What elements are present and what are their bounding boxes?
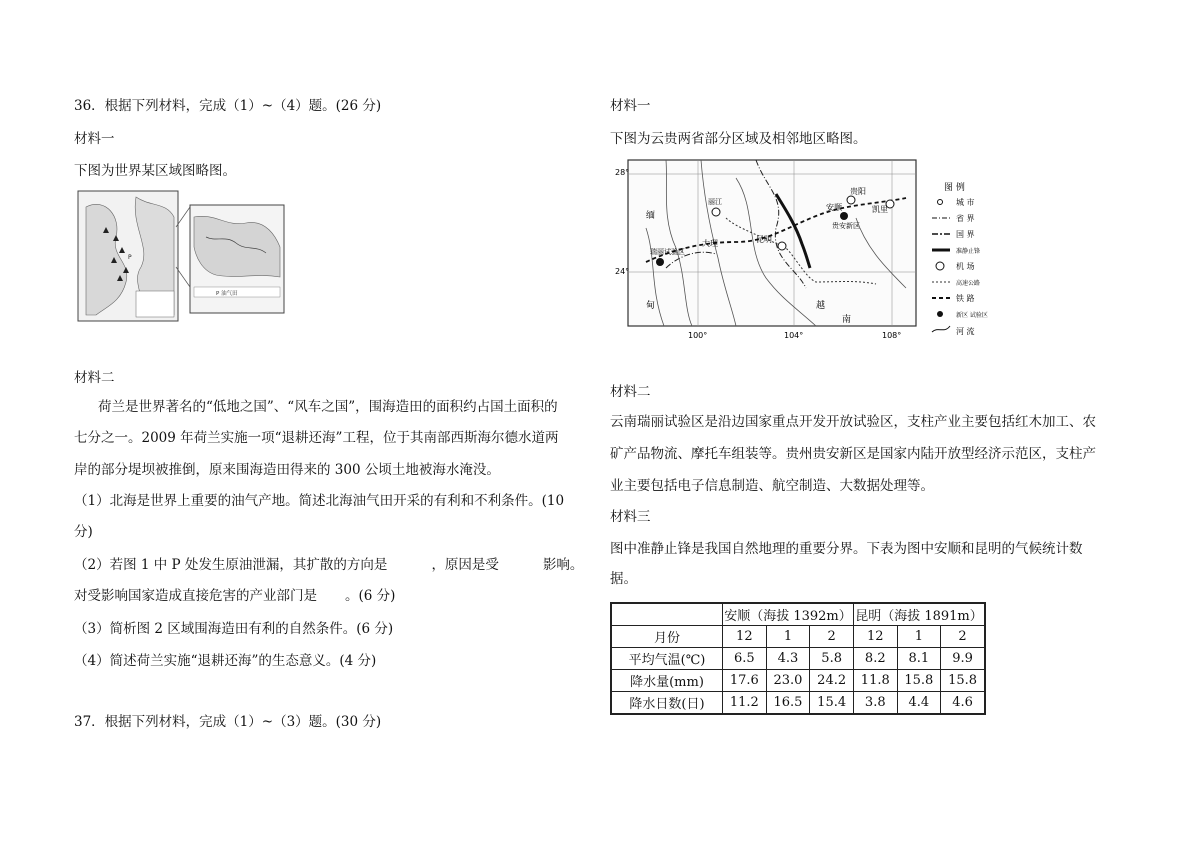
country-mian: 缅 <box>646 211 656 221</box>
table-header-row <box>611 603 985 626</box>
lon-label-108: 108° <box>882 331 902 340</box>
legend-city: 城 市 <box>956 198 975 207</box>
q36-title: 36．根据下列材料，完成（1）~（4）题。(26 分) <box>74 98 382 114</box>
table-cell: 15.8 <box>941 670 985 692</box>
europe-map-image <box>76 187 286 327</box>
q36-material2-line-3: 岸的部分堤坝被推倒，原来围海造田得来的 300 公顷土地被海水淹没。 <box>74 462 500 478</box>
q37-material3-line-2: 据。 <box>610 571 637 587</box>
q36-sub2-line-1 <box>74 556 583 574</box>
city-lijiang: 丽江 <box>708 198 722 206</box>
legend-title: 图 例 <box>944 183 965 193</box>
table-cell: 11.8 <box>853 670 897 692</box>
header-kunming: 昆明（海拔 1891m） <box>853 603 985 626</box>
table-cell: 4.3 <box>766 648 810 670</box>
row-label: 降水量(mm) <box>611 670 723 692</box>
city-guiyang: 贵阳 <box>850 187 866 196</box>
table-cell: 2 <box>810 626 854 648</box>
yungui-map-figure <box>606 158 996 342</box>
month-label: 月份 <box>611 626 723 648</box>
q37-material2-line-1: 云南瑞丽试验区是沿边国家重点开发开放试验区，支柱产业主要包括红木加工、农 <box>610 414 1096 430</box>
q36-map-figure <box>76 187 286 327</box>
table-cell: 23.0 <box>766 670 810 692</box>
map-legend-text: P 油气田 <box>216 291 238 297</box>
q36-material2-line-2: 七分之一。2009 年荷兰实施一项“退耕还海”工程，位于其南部西斯海尔德水道两 <box>74 430 559 446</box>
q37-title: 37．根据下列材料，完成（1）~（3）题。(30 分) <box>74 714 382 730</box>
q37-material2-line-2: 矿产品物流、摩托车组装等。贵州贵安新区是国家内陆开放型经济示范区，支柱产 <box>610 446 1096 462</box>
q36-material2-line-1: 荷兰是世界著名的“低地之国”、“风车之国”，围海造田的面积约占国土面积的 <box>98 399 558 415</box>
country-nan: 南 <box>842 315 852 325</box>
table-cell: 17.6 <box>723 670 767 692</box>
table-cell: 1 <box>766 626 810 648</box>
row-label: 降水日数(日) <box>611 692 723 715</box>
row-label: 平均气温(℃) <box>611 648 723 670</box>
table-cell: 24.2 <box>810 670 854 692</box>
q37-material1-text: 下图为云贵两省部分区域及相邻地区略图。 <box>610 131 867 147</box>
q36-sub2-text-a: （2）若图 1 中 P 处发生原油泄漏，其扩散的方向是 <box>74 557 388 573</box>
country-dian: 甸 <box>646 301 656 311</box>
legend-zone: 新区 试验区 <box>956 312 988 319</box>
table-cell: 8.1 <box>897 648 941 670</box>
guian-new-area: 贵安新区 <box>832 222 860 230</box>
q37-material2-line-3: 业主要包括电子信息制造、航空制造、大数据处理等。 <box>610 478 934 494</box>
table-cell: 8.2 <box>853 648 897 670</box>
q36-sub2-text-d: 对受影响国家造成直接危害的产业部门是 <box>74 588 317 604</box>
q36-sub2-text-c: 影响。 <box>542 557 584 573</box>
q36-material2-label: 材料二 <box>74 370 115 386</box>
q36-sub4: （4）简述荷兰实施“退耕还海”的生态意义。(4 分) <box>74 653 377 669</box>
table-cell: 15.4 <box>810 692 854 715</box>
q36-sub3: （3）简析图 2 区域围海造田有利的自然条件。(6 分) <box>74 621 394 637</box>
q36-sub1-line-b: 分) <box>74 524 93 540</box>
city-kunming: 昆明 <box>756 235 772 244</box>
q37-material1-label: 材料一 <box>610 98 651 114</box>
table-cell: 9.9 <box>941 648 985 670</box>
city-kaili: 凯里 <box>872 205 888 214</box>
svg-text:P: P <box>128 254 132 261</box>
table-cell: 1 <box>897 626 941 648</box>
climate-table <box>610 602 986 715</box>
table-row-temperature <box>611 648 985 670</box>
table-cell: 12 <box>853 626 897 648</box>
legend-province-border: 省 界 <box>956 214 975 223</box>
table-cell: 3.8 <box>853 692 897 715</box>
city-anshun: 安顺 <box>826 203 842 212</box>
legend-river: 河 流 <box>956 327 975 336</box>
ruili-zone: 瑞丽试验区 <box>650 248 685 256</box>
table-cell: 11.2 <box>723 692 767 715</box>
legend-national-border: 国 界 <box>956 230 975 239</box>
q36-sub2-text-b: ，原因是受 <box>431 557 499 573</box>
legend-airport: 机 场 <box>956 262 975 271</box>
header-anshun: 安顺（海拔 1392m） <box>723 603 854 626</box>
table-cell: 5.8 <box>810 648 854 670</box>
table-row-months <box>611 626 985 648</box>
country-yue: 越 <box>816 301 826 311</box>
q37-material3-line-1: 图中准静止锋是我国自然地理的重要分界。下表为图中安顺和昆明的气候统计数 <box>610 541 1083 557</box>
table-cell: 15.8 <box>897 670 941 692</box>
q36-sub2-text-e: 。(6 分) <box>345 588 396 604</box>
q36-sub1-line-a: （1）北海是世界上重要的油气产地。简述北海油气田开采的有利和不利条件。(10 <box>74 493 565 509</box>
table-cell: 6.5 <box>723 648 767 670</box>
table-row-precipitation <box>611 670 985 692</box>
lon-label-100: 100° <box>688 331 708 340</box>
city-dali: 大理 <box>702 239 718 248</box>
legend-front: 准静止锋 <box>956 248 981 255</box>
table-cell: 16.5 <box>766 692 810 715</box>
lat-label-24: 24° <box>615 267 630 276</box>
table-cell: 2 <box>941 626 985 648</box>
table-cell: 12 <box>723 626 767 648</box>
yungui-map-image <box>606 158 996 342</box>
table-row-rain-days <box>611 692 985 715</box>
q36-material1-text: 下图为世界某区域图略图。 <box>74 163 236 179</box>
lon-label-104: 104° <box>784 331 804 340</box>
q36-material1-label: 材料一 <box>74 131 115 147</box>
q37-material3-label: 材料三 <box>610 509 651 525</box>
legend-railway: 铁 路 <box>956 294 975 303</box>
lat-label-28: 28° <box>615 168 630 177</box>
q37-material2-label: 材料二 <box>610 384 651 400</box>
table-cell: 4.4 <box>897 692 941 715</box>
q36-sub2-line-2 <box>74 587 395 605</box>
table-cell: 4.6 <box>941 692 985 715</box>
legend-highway: 高速公路 <box>956 280 981 287</box>
